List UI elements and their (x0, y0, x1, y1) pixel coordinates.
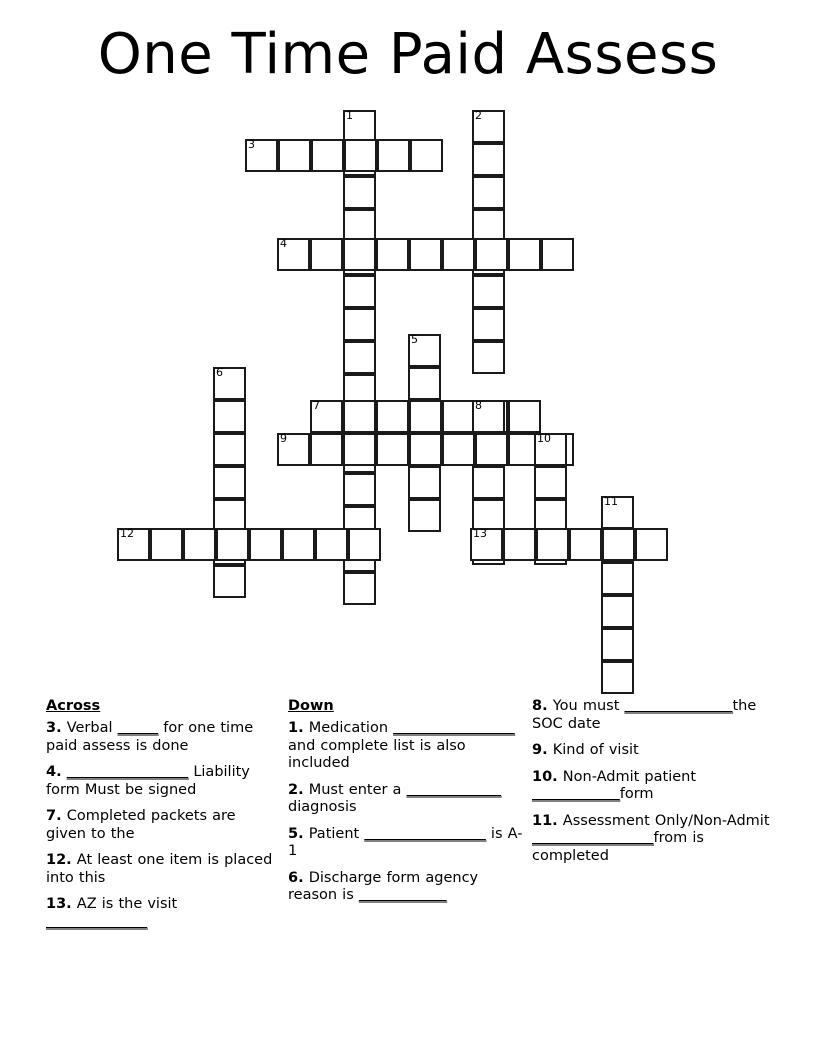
grid-cell[interactable] (541, 238, 574, 271)
grid-cell[interactable] (470, 528, 503, 561)
grid-cell[interactable] (117, 528, 150, 561)
clue-item (46, 896, 274, 931)
clue-blank: _______________ (46, 913, 148, 930)
grid-cell[interactable] (376, 238, 409, 271)
grid-cell[interactable] (310, 238, 343, 271)
grid-cell[interactable] (376, 433, 409, 466)
grid-cell[interactable] (408, 466, 441, 499)
clue-number: 6. (288, 869, 304, 886)
grid-cell[interactable] (315, 528, 348, 561)
grid-cell[interactable] (569, 528, 602, 561)
clue-list-continued (532, 698, 782, 865)
grid-cell[interactable] (213, 400, 246, 433)
clue-blank: __________________ (364, 825, 486, 842)
clue-blank: ______ (117, 720, 159, 736)
grid-cell[interactable] (475, 433, 508, 466)
grid-cell-number: 8 (475, 399, 482, 412)
grid-cell[interactable] (310, 433, 343, 466)
grid-cell[interactable] (343, 572, 376, 605)
grid-cell-number: 4 (280, 237, 287, 250)
clue-column-across (46, 698, 274, 940)
grid-cell[interactable] (534, 466, 567, 499)
clue-list-across (46, 720, 274, 931)
grid-cell[interactable] (408, 334, 441, 367)
grid-cell-number: 1 (346, 109, 353, 122)
clue-item (532, 769, 782, 804)
grid-cell[interactable] (472, 176, 505, 209)
grid-cell[interactable] (472, 275, 505, 308)
grid-cell[interactable] (216, 528, 249, 561)
grid-cell-number: 12 (120, 527, 134, 540)
grid-cell[interactable] (442, 433, 475, 466)
grid-cell[interactable] (344, 139, 377, 172)
clue-number: 3. (46, 720, 62, 736)
grid-cell[interactable] (249, 528, 282, 561)
grid-cell[interactable] (409, 400, 442, 433)
grid-cell[interactable] (343, 238, 376, 271)
clue-text: Discharge form agency reason is (288, 869, 479, 903)
grid-cell[interactable] (343, 275, 376, 308)
clue-number: 9. (532, 742, 548, 758)
grid-cell[interactable] (472, 110, 505, 143)
page-title: One Time Paid Assess (97, 22, 719, 87)
clue-text: Liability form Must be signed (46, 764, 250, 798)
clue-number: 1. (288, 720, 304, 736)
grid-cell[interactable] (503, 528, 536, 561)
clue-blank: __________________ (393, 720, 515, 736)
clue-text: You must (547, 698, 625, 714)
clue-number: 2. (288, 781, 304, 798)
clue-text: At least one item is placed into this (46, 852, 273, 886)
grid-cell[interactable] (213, 466, 246, 499)
clue-text: Verbal (61, 720, 118, 736)
clue-blank: __________________ (532, 830, 654, 846)
grid-cell[interactable] (277, 238, 310, 271)
clue-item (46, 852, 274, 887)
grid-cell[interactable] (472, 341, 505, 374)
grid-cell[interactable] (601, 661, 634, 694)
grid-cell-number: 6 (216, 366, 223, 379)
grid-cell-number: 7 (313, 399, 320, 412)
grid-cell[interactable] (377, 139, 410, 172)
grid-cell[interactable] (508, 238, 541, 271)
clue-number: 13. (46, 896, 72, 912)
grid-cell[interactable] (277, 433, 310, 466)
grid-cell-number: 10 (537, 432, 551, 445)
grid-cell[interactable] (183, 528, 216, 561)
clue-list-down (288, 720, 523, 905)
clue-text: form (619, 786, 654, 802)
grid-cell-number: 11 (604, 495, 618, 508)
grid-cell[interactable] (472, 143, 505, 176)
clue-item (532, 813, 782, 866)
grid-cell[interactable] (409, 238, 442, 271)
clue-text: Medication (303, 720, 394, 736)
clue-item (532, 698, 782, 733)
grid-cell[interactable] (442, 400, 475, 433)
grid-cell[interactable] (508, 400, 541, 433)
clue-item (46, 720, 274, 755)
grid-cell[interactable] (472, 466, 505, 499)
clue-text: for one time paid assess is done (46, 720, 254, 754)
grid-cell-number: 13 (473, 527, 487, 540)
grid-cell[interactable] (472, 400, 505, 433)
clue-text: and complete list is also included (288, 737, 466, 771)
clues-section (0, 698, 816, 1056)
grid-cell[interactable] (602, 528, 635, 561)
grid-cell[interactable] (282, 528, 315, 561)
clue-item (288, 870, 523, 905)
clue-number: 7. (46, 808, 62, 824)
clue-blank: _____________ (358, 887, 447, 903)
grid-cell[interactable] (348, 528, 381, 561)
clue-text: Non-Admit patient (557, 768, 697, 785)
clue-blank: ________________ (624, 698, 733, 714)
clue-number: 4. (46, 764, 62, 780)
clue-item (288, 720, 523, 773)
grid-cell[interactable] (475, 238, 508, 271)
clue-blank: ______________ (406, 781, 502, 798)
grid-cell[interactable] (343, 341, 376, 374)
grid-cell[interactable] (343, 473, 376, 506)
grid-cell-number: 3 (248, 138, 255, 151)
clue-text: the SOC date (532, 698, 757, 732)
clue-column-continued (532, 698, 782, 874)
clue-text: AZ is the visit (71, 896, 178, 912)
grid-cell[interactable] (343, 433, 376, 466)
grid-cell[interactable] (213, 433, 246, 466)
grid-cell[interactable] (213, 367, 246, 400)
clue-text: Patient (303, 825, 365, 842)
grid-cell[interactable] (408, 367, 441, 400)
grid-cell[interactable] (410, 139, 443, 172)
clue-column-down (288, 698, 523, 914)
grid-cell[interactable] (376, 400, 409, 433)
grid-cell[interactable] (601, 496, 634, 529)
clue-blank: _____________ (532, 786, 620, 802)
grid-cell[interactable] (409, 433, 442, 466)
clue-item (532, 742, 782, 760)
clue-item (46, 808, 274, 843)
clue-text: from is completed (532, 830, 704, 864)
clue-item (46, 764, 274, 799)
clue-item (288, 782, 523, 817)
grid-cell[interactable] (343, 176, 376, 209)
grid-cell[interactable] (635, 528, 668, 561)
grid-cell-number: 5 (411, 333, 418, 346)
clue-text: Kind of visit (547, 742, 639, 758)
grid-cell[interactable] (343, 308, 376, 341)
grid-cell[interactable] (310, 400, 343, 433)
grid-cell[interactable] (245, 139, 278, 172)
clue-number: 12. (46, 852, 72, 868)
clue-item (288, 826, 523, 861)
grid-cell[interactable] (472, 308, 505, 341)
grid-cell[interactable] (213, 565, 246, 598)
clue-number: 10. (532, 768, 558, 785)
grid-cell[interactable] (534, 433, 567, 466)
grid-cell[interactable] (601, 628, 634, 661)
clue-number: 11. (532, 812, 558, 829)
clues-across-heading: Across (46, 698, 101, 714)
clue-blank: __________________ (66, 764, 189, 780)
clue-number: 8. (532, 698, 548, 714)
clue-text: Completed packets are given to the (46, 808, 236, 842)
clue-text: is A-1 (288, 825, 523, 859)
clue-text: Assessment Only/Non-Admit (557, 812, 770, 829)
grid-cell[interactable] (442, 238, 475, 271)
grid-cell[interactable] (601, 595, 634, 628)
grid-cell[interactable] (278, 139, 311, 172)
grid-cell-number: 2 (475, 109, 482, 122)
grid-cell[interactable] (408, 499, 441, 532)
grid-cell[interactable] (343, 400, 376, 433)
clues-down-heading: Down (288, 698, 334, 714)
clue-text: diagnosis (288, 799, 357, 815)
grid-cell-number: 9 (280, 432, 287, 445)
grid-cell[interactable] (601, 562, 634, 595)
grid-cell[interactable] (150, 528, 183, 561)
grid-cell[interactable] (311, 139, 344, 172)
clue-text: Must enter a (303, 781, 407, 798)
grid-cell[interactable] (536, 528, 569, 561)
clue-number: 5. (288, 825, 304, 842)
